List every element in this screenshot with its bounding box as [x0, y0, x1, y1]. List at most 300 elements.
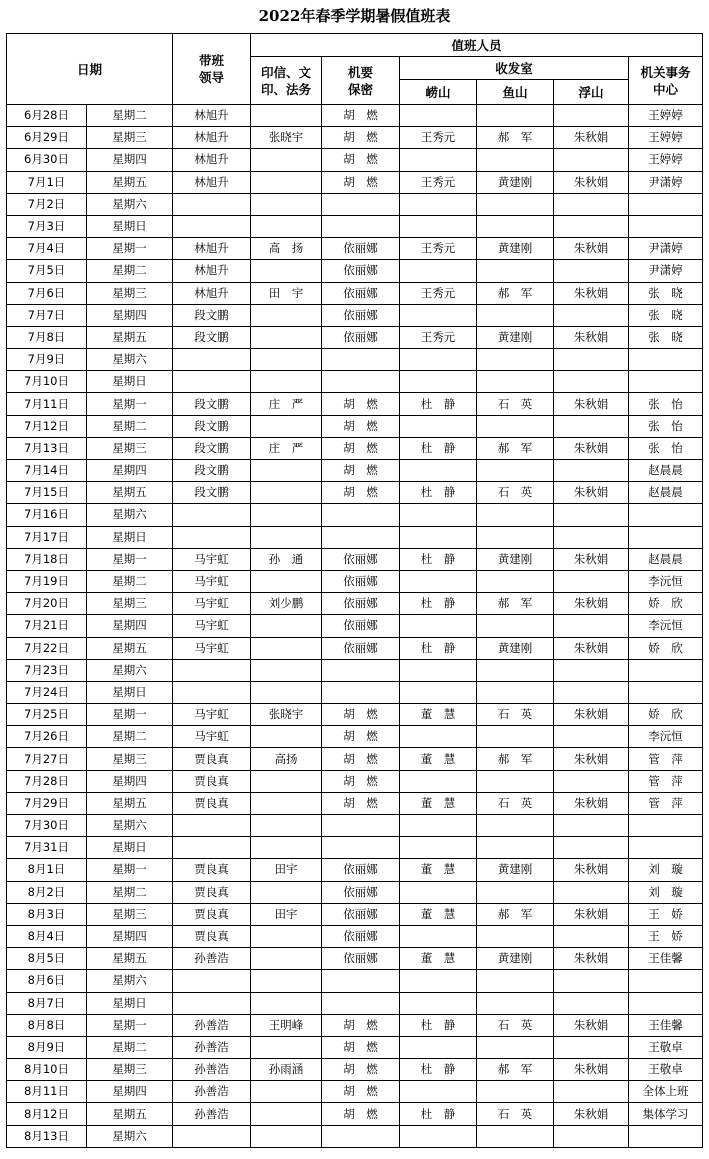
cell-leader: [173, 992, 251, 1014]
cell-weekday: 星期五: [87, 326, 173, 348]
table-row: [7, 437, 703, 459]
cell-laoshan: [400, 881, 477, 903]
cell-secret: 依丽娜: [322, 925, 400, 947]
cell-date: 7月15日: [7, 482, 87, 504]
cell-leader: 孙善浩: [173, 1081, 251, 1103]
cell-secret: 依丽娜: [322, 326, 400, 348]
table-row: [7, 238, 703, 260]
cell-leader: 林旭升: [173, 282, 251, 304]
cell-date: 7月21日: [7, 615, 87, 637]
table-row: [7, 770, 703, 792]
cell-seal: 孙雨涵: [251, 1059, 322, 1081]
table-row: [7, 215, 703, 237]
cell-laoshan: 董 慧: [400, 859, 477, 881]
cell-laoshan: 董 慧: [400, 903, 477, 925]
cell-yushan: 黄建刚: [477, 326, 554, 348]
cell-fushan: 朱秋娟: [554, 127, 629, 149]
cell-seal: [251, 326, 322, 348]
cell-weekday: 星期三: [87, 282, 173, 304]
cell-laoshan: [400, 726, 477, 748]
cell-seal: [251, 260, 322, 282]
cell-date: 7月24日: [7, 681, 87, 703]
cell-affairs: 集体学习: [629, 1103, 703, 1125]
cell-leader: 马宇虹: [173, 570, 251, 592]
cell-leader: [173, 371, 251, 393]
cell-affairs: 赵晨晨: [629, 482, 703, 504]
cell-fushan: [554, 815, 629, 837]
cell-yushan: 黄建刚: [477, 171, 554, 193]
table-row: [7, 1081, 703, 1103]
cell-affairs: 全体上班: [629, 1081, 703, 1103]
cell-date: 8月12日: [7, 1103, 87, 1125]
cell-laoshan: 杜 静: [400, 482, 477, 504]
cell-date: 7月6日: [7, 282, 87, 304]
cell-date: 7月8日: [7, 326, 87, 348]
cell-secret: [322, 193, 400, 215]
cell-seal: [251, 815, 322, 837]
cell-affairs: 王佳馨: [629, 948, 703, 970]
cell-secret: 胡 燃: [322, 393, 400, 415]
cell-weekday: 星期二: [87, 881, 173, 903]
cell-yushan: 郝 军: [477, 748, 554, 770]
cell-leader: 孙善浩: [173, 1059, 251, 1081]
cell-laoshan: [400, 460, 477, 482]
cell-seal: 田 宇: [251, 282, 322, 304]
cell-weekday: 星期日: [87, 526, 173, 548]
cell-yushan: [477, 925, 554, 947]
cell-leader: 段文鹏: [173, 460, 251, 482]
cell-yushan: 黄建刚: [477, 548, 554, 570]
cell-laoshan: [400, 1125, 477, 1147]
table-row: [7, 304, 703, 326]
cell-seal: [251, 482, 322, 504]
cell-date: 7月23日: [7, 659, 87, 681]
cell-date: 8月11日: [7, 1081, 87, 1103]
cell-weekday: 星期六: [87, 815, 173, 837]
cell-affairs: 管 萍: [629, 748, 703, 770]
table-body: [7, 105, 703, 1148]
cell-date: 8月2日: [7, 881, 87, 903]
cell-affairs: [629, 526, 703, 548]
cell-laoshan: [400, 105, 477, 127]
cell-yushan: 郝 军: [477, 903, 554, 925]
cell-seal: 田宇: [251, 903, 322, 925]
cell-affairs: 王佳馨: [629, 1014, 703, 1036]
cell-laoshan: [400, 970, 477, 992]
cell-leader: 贾良真: [173, 903, 251, 925]
cell-leader: [173, 659, 251, 681]
cell-weekday: 星期一: [87, 393, 173, 415]
table-row: [7, 903, 703, 925]
table-row: [7, 970, 703, 992]
header-secret: [322, 57, 400, 105]
cell-fushan: [554, 925, 629, 947]
cell-date: 7月20日: [7, 593, 87, 615]
cell-laoshan: 杜 静: [400, 393, 477, 415]
cell-fushan: [554, 570, 629, 592]
cell-seal: [251, 1081, 322, 1103]
cell-seal: [251, 460, 322, 482]
cell-laoshan: 董 慧: [400, 704, 477, 726]
cell-affairs: [629, 504, 703, 526]
cell-date: 7月1日: [7, 171, 87, 193]
cell-seal: [251, 149, 322, 171]
cell-secret: 胡 燃: [322, 704, 400, 726]
cell-seal: [251, 215, 322, 237]
table-row: [7, 948, 703, 970]
cell-seal: [251, 925, 322, 947]
cell-date: 8月5日: [7, 948, 87, 970]
cell-weekday: 星期五: [87, 637, 173, 659]
cell-affairs: 管 萍: [629, 792, 703, 814]
cell-seal: [251, 881, 322, 903]
cell-seal: [251, 681, 322, 703]
cell-affairs: 刘 璇: [629, 881, 703, 903]
cell-secret: 胡 燃: [322, 726, 400, 748]
cell-seal: [251, 1103, 322, 1125]
cell-yushan: [477, 460, 554, 482]
table-row: [7, 837, 703, 859]
cell-fushan: [554, 526, 629, 548]
cell-leader: [173, 681, 251, 703]
cell-yushan: 石 英: [477, 1103, 554, 1125]
cell-seal: [251, 615, 322, 637]
cell-affairs: 尹潇婷: [629, 260, 703, 282]
cell-laoshan: [400, 415, 477, 437]
cell-fushan: [554, 1125, 629, 1147]
cell-seal: [251, 970, 322, 992]
header-leader-line2: 领导: [199, 70, 225, 85]
cell-fushan: [554, 726, 629, 748]
cell-laoshan: [400, 371, 477, 393]
cell-yushan: [477, 992, 554, 1014]
cell-secret: 依丽娜: [322, 948, 400, 970]
cell-leader: 林旭升: [173, 105, 251, 127]
cell-leader: [173, 193, 251, 215]
cell-affairs: [629, 1125, 703, 1147]
cell-date: 7月9日: [7, 349, 87, 371]
cell-affairs: 赵晨晨: [629, 460, 703, 482]
cell-secret: [322, 815, 400, 837]
cell-leader: 孙善浩: [173, 948, 251, 970]
cell-secret: 胡 燃: [322, 1014, 400, 1036]
cell-laoshan: 杜 静: [400, 1014, 477, 1036]
cell-secret: 胡 燃: [322, 482, 400, 504]
cell-secret: 依丽娜: [322, 282, 400, 304]
cell-laoshan: [400, 681, 477, 703]
table-row: [7, 393, 703, 415]
table-row: [7, 260, 703, 282]
cell-fushan: [554, 149, 629, 171]
cell-weekday: 星期一: [87, 859, 173, 881]
cell-leader: 林旭升: [173, 127, 251, 149]
header-leader: [173, 34, 251, 105]
cell-fushan: [554, 681, 629, 703]
cell-leader: [173, 815, 251, 837]
cell-fushan: 朱秋娟: [554, 238, 629, 260]
table-row: [7, 1036, 703, 1058]
cell-date: 7月17日: [7, 526, 87, 548]
table-row: [7, 925, 703, 947]
cell-weekday: 星期四: [87, 1081, 173, 1103]
cell-weekday: 星期六: [87, 193, 173, 215]
cell-laoshan: 王秀元: [400, 326, 477, 348]
cell-secret: 依丽娜: [322, 304, 400, 326]
table-row: [7, 282, 703, 304]
cell-laoshan: [400, 659, 477, 681]
cell-seal: [251, 770, 322, 792]
cell-leader: 林旭升: [173, 260, 251, 282]
cell-laoshan: 杜 静: [400, 637, 477, 659]
cell-yushan: [477, 1036, 554, 1058]
cell-fushan: 朱秋娟: [554, 593, 629, 615]
cell-secret: 依丽娜: [322, 881, 400, 903]
cell-weekday: 星期六: [87, 504, 173, 526]
table-row: [7, 415, 703, 437]
cell-laoshan: 王秀元: [400, 127, 477, 149]
table-row: [7, 1125, 703, 1147]
table-row: [7, 659, 703, 681]
cell-secret: 胡 燃: [322, 460, 400, 482]
cell-laoshan: 王秀元: [400, 282, 477, 304]
cell-leader: 孙善浩: [173, 1036, 251, 1058]
cell-laoshan: 董 慧: [400, 748, 477, 770]
cell-fushan: [554, 1036, 629, 1058]
cell-seal: [251, 637, 322, 659]
cell-date: 7月7日: [7, 304, 87, 326]
cell-laoshan: 杜 静: [400, 1103, 477, 1125]
table-row: [7, 681, 703, 703]
cell-yushan: [477, 371, 554, 393]
header-laoshan: 崂山: [400, 80, 477, 105]
table-row: [7, 1014, 703, 1036]
cell-date: 7月22日: [7, 637, 87, 659]
cell-weekday: 星期二: [87, 415, 173, 437]
cell-yushan: [477, 215, 554, 237]
cell-seal: [251, 371, 322, 393]
cell-affairs: [629, 215, 703, 237]
cell-weekday: 星期二: [87, 1036, 173, 1058]
duty-schedule-table: [6, 33, 703, 1148]
cell-affairs: 娇 欣: [629, 593, 703, 615]
cell-secret: [322, 837, 400, 859]
table-row: [7, 371, 703, 393]
cell-fushan: 朱秋娟: [554, 282, 629, 304]
cell-yushan: 石 英: [477, 393, 554, 415]
cell-fushan: [554, 460, 629, 482]
table-row: [7, 1103, 703, 1125]
cell-leader: [173, 526, 251, 548]
table-row: [7, 748, 703, 770]
cell-leader: 段文鹏: [173, 304, 251, 326]
cell-weekday: 星期日: [87, 992, 173, 1014]
cell-laoshan: 杜 静: [400, 548, 477, 570]
cell-weekday: 星期六: [87, 1125, 173, 1147]
cell-fushan: [554, 659, 629, 681]
cell-weekday: 星期二: [87, 726, 173, 748]
cell-seal: 田宇: [251, 859, 322, 881]
cell-leader: 贾良真: [173, 925, 251, 947]
cell-secret: 依丽娜: [322, 615, 400, 637]
cell-secret: 依丽娜: [322, 570, 400, 592]
cell-leader: 孙善浩: [173, 1014, 251, 1036]
cell-seal: 高 扬: [251, 238, 322, 260]
cell-secret: 胡 燃: [322, 127, 400, 149]
cell-leader: 段文鹏: [173, 326, 251, 348]
cell-yushan: [477, 193, 554, 215]
cell-leader: [173, 349, 251, 371]
cell-weekday: 星期五: [87, 1103, 173, 1125]
cell-weekday: 星期三: [87, 127, 173, 149]
cell-laoshan: 董 慧: [400, 948, 477, 970]
cell-weekday: 星期日: [87, 215, 173, 237]
cell-weekday: 星期五: [87, 792, 173, 814]
cell-fushan: [554, 415, 629, 437]
cell-secret: [322, 659, 400, 681]
table-row: [7, 593, 703, 615]
cell-affairs: [629, 970, 703, 992]
cell-affairs: 赵晨晨: [629, 548, 703, 570]
cell-fushan: [554, 349, 629, 371]
cell-affairs: [629, 659, 703, 681]
cell-fushan: 朱秋娟: [554, 326, 629, 348]
cell-affairs: 娇 欣: [629, 637, 703, 659]
cell-secret: 胡 燃: [322, 1059, 400, 1081]
cell-affairs: 王婷婷: [629, 127, 703, 149]
header-mailroom: 收发室: [400, 57, 629, 80]
cell-leader: 马宇虹: [173, 704, 251, 726]
table-row: [7, 326, 703, 348]
cell-laoshan: [400, 615, 477, 637]
cell-weekday: 星期六: [87, 970, 173, 992]
cell-date: 8月8日: [7, 1014, 87, 1036]
cell-yushan: [477, 881, 554, 903]
cell-affairs: 尹潇婷: [629, 171, 703, 193]
cell-weekday: 星期日: [87, 837, 173, 859]
cell-fushan: 朱秋娟: [554, 792, 629, 814]
cell-fushan: 朱秋娟: [554, 1059, 629, 1081]
cell-weekday: 星期三: [87, 1059, 173, 1081]
cell-fushan: 朱秋娟: [554, 1014, 629, 1036]
cell-weekday: 星期一: [87, 1014, 173, 1036]
header-yushan: 鱼山: [477, 80, 554, 105]
cell-fushan: 朱秋娟: [554, 948, 629, 970]
cell-laoshan: [400, 193, 477, 215]
cell-secret: 胡 燃: [322, 415, 400, 437]
cell-affairs: 张 晓: [629, 282, 703, 304]
cell-leader: 马宇虹: [173, 615, 251, 637]
cell-yushan: [477, 1081, 554, 1103]
cell-laoshan: [400, 349, 477, 371]
cell-yushan: 黄建刚: [477, 637, 554, 659]
cell-yushan: [477, 349, 554, 371]
table-row: [7, 171, 703, 193]
cell-fushan: 朱秋娟: [554, 393, 629, 415]
cell-secret: 依丽娜: [322, 548, 400, 570]
cell-weekday: 星期五: [87, 948, 173, 970]
cell-yushan: [477, 504, 554, 526]
header-seal-line1: 印信、文: [261, 64, 312, 80]
cell-affairs: 李沅恒: [629, 726, 703, 748]
cell-date: 7月14日: [7, 460, 87, 482]
table-row: [7, 526, 703, 548]
cell-seal: [251, 1036, 322, 1058]
cell-fushan: [554, 304, 629, 326]
cell-secret: 依丽娜: [322, 593, 400, 615]
cell-leader: 马宇虹: [173, 637, 251, 659]
cell-fushan: [554, 770, 629, 792]
table-row: [7, 615, 703, 637]
cell-secret: [322, 349, 400, 371]
cell-leader: [173, 504, 251, 526]
cell-secret: 依丽娜: [322, 903, 400, 925]
cell-date: 7月26日: [7, 726, 87, 748]
cell-secret: 胡 燃: [322, 1036, 400, 1058]
cell-seal: [251, 193, 322, 215]
header-affairs-line2: 中心: [653, 81, 679, 97]
cell-fushan: [554, 1081, 629, 1103]
table-row: [7, 992, 703, 1014]
cell-yushan: 郝 军: [477, 282, 554, 304]
cell-weekday: 星期四: [87, 770, 173, 792]
cell-seal: [251, 726, 322, 748]
cell-yushan: [477, 770, 554, 792]
cell-weekday: 星期日: [87, 681, 173, 703]
cell-date: 6月29日: [7, 127, 87, 149]
cell-yushan: 石 英: [477, 482, 554, 504]
cell-seal: [251, 526, 322, 548]
cell-leader: 马宇虹: [173, 726, 251, 748]
cell-affairs: 李沅恒: [629, 570, 703, 592]
cell-yushan: 黄建刚: [477, 948, 554, 970]
cell-leader: 贾良真: [173, 881, 251, 903]
header-affairs: [629, 57, 703, 105]
table-row: [7, 105, 703, 127]
cell-laoshan: 王秀元: [400, 171, 477, 193]
cell-weekday: 星期二: [87, 260, 173, 282]
cell-date: 6月30日: [7, 149, 87, 171]
cell-fushan: [554, 881, 629, 903]
cell-date: 8月4日: [7, 925, 87, 947]
cell-laoshan: [400, 925, 477, 947]
table-row: [7, 637, 703, 659]
table-row: [7, 1059, 703, 1081]
cell-yushan: 郝 军: [477, 127, 554, 149]
cell-secret: [322, 504, 400, 526]
cell-seal: [251, 349, 322, 371]
cell-weekday: 星期三: [87, 748, 173, 770]
cell-secret: [322, 371, 400, 393]
cell-seal: [251, 1125, 322, 1147]
cell-date: 7月31日: [7, 837, 87, 859]
cell-seal: [251, 992, 322, 1014]
cell-leader: 贾良真: [173, 770, 251, 792]
cell-yushan: [477, 415, 554, 437]
table-row: [7, 726, 703, 748]
cell-laoshan: [400, 770, 477, 792]
cell-date: 7月16日: [7, 504, 87, 526]
cell-affairs: 张 晓: [629, 304, 703, 326]
header-leader-line1: 带班: [199, 53, 225, 68]
cell-date: 6月28日: [7, 105, 87, 127]
cell-yushan: [477, 815, 554, 837]
cell-laoshan: 杜 静: [400, 1059, 477, 1081]
cell-date: 7月5日: [7, 260, 87, 282]
cell-secret: 依丽娜: [322, 637, 400, 659]
cell-fushan: [554, 615, 629, 637]
cell-date: 7月18日: [7, 548, 87, 570]
table-row: [7, 704, 703, 726]
